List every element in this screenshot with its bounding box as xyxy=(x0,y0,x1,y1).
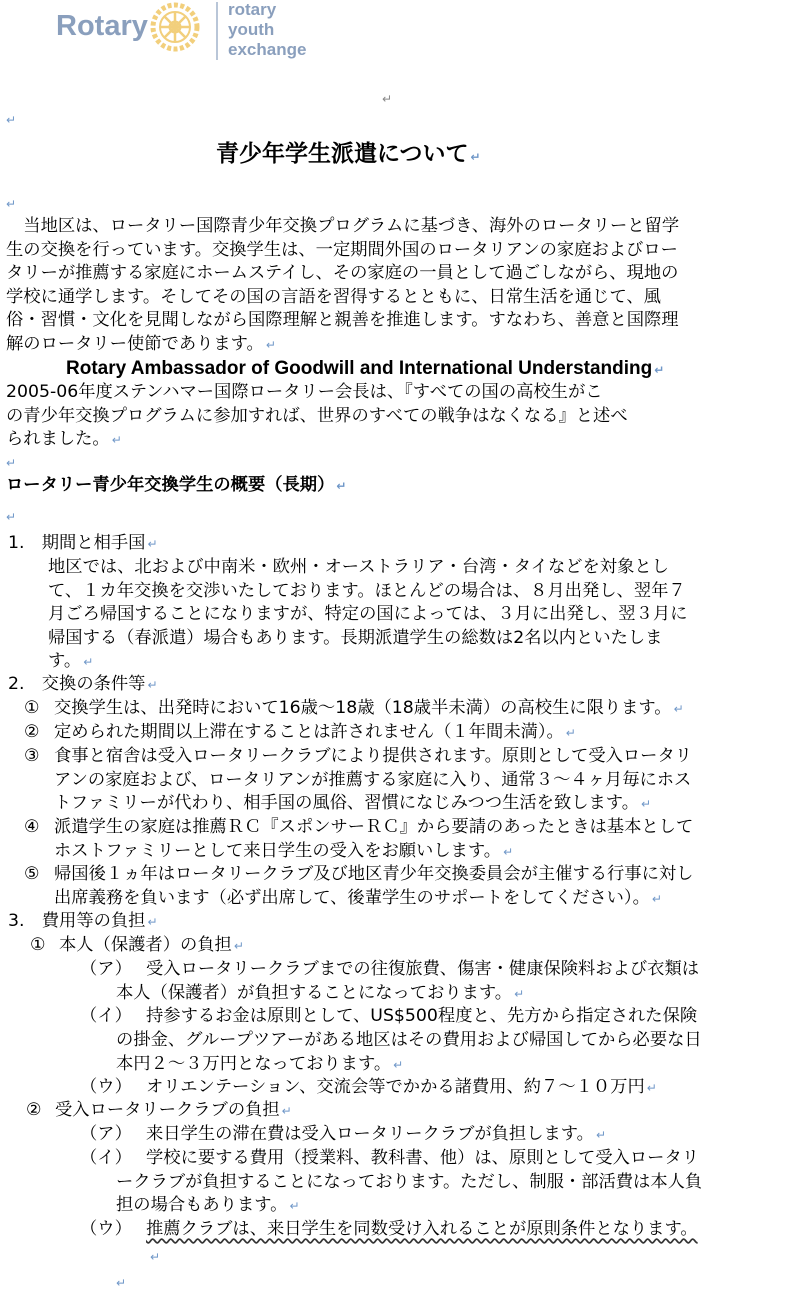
page-title: 青少年学生派遣について ↵ xyxy=(216,141,481,167)
cost-item-label: （ウ） xyxy=(80,1077,132,1097)
cost-item-label: （ア） xyxy=(80,1124,132,1144)
section-1-line: て、１カ年交換を交渉いたしております。ほとんどの場合は、８月出発し、翌年７ xyxy=(48,580,686,601)
cost-group-2-heading: ② 受入ロータリークラブの負担 ↵ xyxy=(26,1100,292,1120)
header-return-mark: ↵ xyxy=(382,92,393,106)
quote-line: 2005-06年度ステンハマー国際ロータリー会長は、『すべての国の高校生がこ xyxy=(6,382,603,402)
rotary-wheel-icon xyxy=(150,2,200,52)
section-1-body xyxy=(48,556,806,675)
condition-number: ① xyxy=(24,698,40,718)
section-1-line: 帰国する（春派遣）場合もあります。長期派遣学生の総数は2名以内といたしま xyxy=(48,627,663,648)
condition-item-1: 交換学生は、出発時において16歳～18歳（18歳半未満）の高校生に限ります。 ↵ xyxy=(54,698,684,718)
cost-item-line-underlined: 推薦クラブは、来日学生を同数受け入れることが原則条件となります。 xyxy=(146,1219,698,1239)
condition-number: ② xyxy=(24,722,40,742)
cost-item-label: （イ） xyxy=(80,1148,132,1168)
cost-item-line: 担の場合もあります。 ↵ xyxy=(116,1195,300,1215)
intro-line: 当地区は、ロータリー国際青少年交換プログラムに基づき、海外のロータリーと留学 xyxy=(6,216,680,236)
empty-paragraph-mark: ↵ xyxy=(6,510,17,524)
rotary-logo xyxy=(0,0,330,62)
overview-heading: ロータリー青少年交換学生の概要（長期） ↵ xyxy=(6,475,347,495)
section-2-heading: 2. 交換の条件等 ↵ xyxy=(8,674,158,694)
cost-item-line: の掛金、グループツアーがある地区はその費用および帰国してから必要な日 xyxy=(116,1030,702,1050)
quote-line: の青少年交換プログラムに参加すれば、世界のすべての戦争はなくなる』と述べ xyxy=(6,405,628,426)
cost-item-line: 学校に要する費用（授業料、教科書、他）は、原則として受入ロータリ xyxy=(146,1148,700,1168)
section-1-line: 月ごろ帰国することになりますが、特定の国によっては、３月に出発し、翌３月に xyxy=(48,604,688,625)
condition-number: ⑤ xyxy=(24,864,40,884)
condition-item-4: 派遣学生の家庭は推薦ＲＣ『スポンサーＲＣ』から要請のあったときは基本として ホストファミリーとして来日学生の受入をお願いします。 ↵ xyxy=(54,817,694,861)
cost-item-line: オリエンテーション、交流会等でかかる諸費用、約７～１０万円 ↵ xyxy=(146,1077,657,1097)
quote-line: られました。 ↵ xyxy=(6,429,122,450)
section-3-heading: 3. 費用等の負担 ↵ xyxy=(8,911,158,931)
logo-sub-line: youth xyxy=(228,20,275,39)
logo-sub-line: exchange xyxy=(228,40,307,59)
empty-paragraph-mark: ↵ xyxy=(6,197,17,211)
section-1-line: 地区では、北および中南米・欧州・オーストラリア・台湾・タイなどを対象とし xyxy=(48,557,669,577)
logo-divider xyxy=(216,2,218,60)
ambassador-motto: Rotary Ambassador of Goodwill and International Understanding ↵ xyxy=(66,358,665,379)
intro-line: 俗・習慣・文化を見聞しながら国際理解と親善を推進します。すなわち、善意と国際理 xyxy=(6,310,679,331)
condition-number: ④ xyxy=(24,817,40,837)
logo-wordmark: Rotary xyxy=(56,10,148,42)
cost-group-1-heading: ① 本人（保護者）の負担 ↵ xyxy=(30,935,244,955)
logo-subtitle xyxy=(228,0,306,60)
cost-item-line: 来日学生の滞在費は受入ロータリークラブが負担します。 ↵ xyxy=(146,1124,606,1144)
intro-paragraph xyxy=(6,215,806,358)
empty-paragraph-mark: ↵ xyxy=(6,456,17,470)
cost-item-line: ークラブが負担することになっております。ただし、制服・部活費は本人負 xyxy=(116,1172,703,1192)
empty-paragraph-mark: ↵ xyxy=(116,1276,127,1290)
intro-line: 学校に通学します。そしてその国の言語を習得するとともに、日常生活を通じて、風 xyxy=(6,286,661,307)
cost-item-line: 本人（保護者）が負担することになっております。 ↵ xyxy=(116,983,525,1003)
empty-paragraph-mark: ↵ xyxy=(150,1250,161,1264)
condition-item-2: 定められた期間以上滞在することは許されません（１年間未満）。 ↵ xyxy=(54,722,576,742)
section-1-heading: 1. 期間と相手国 ↵ xyxy=(8,533,158,553)
empty-paragraph-mark: ↵ xyxy=(6,113,17,127)
quote-paragraph xyxy=(6,381,806,453)
intro-line: タリーが推薦する家庭にホームステイし、その家庭の一員として過ごしながら、現地の xyxy=(6,263,679,284)
logo-sub-line: rotary xyxy=(228,0,277,19)
cost-item-line: 受入ロータリークラブまでの往復旅費、傷害・健康保険料および衣類は xyxy=(146,959,700,979)
condition-item-5: 帰国後１ヵ年はロータリークラブ及び地区青少年交換委員会が主催する行事に対し 出席義務を負います（必ず出席して、後輩学生のサポートをしてください）。 ↵ xyxy=(54,864,694,908)
section-1-line: す。 ↵ xyxy=(48,651,94,672)
cost-item-label: （ウ） xyxy=(80,1219,132,1239)
cost-item-line: 本円２～３万円となっております。 ↵ xyxy=(116,1054,404,1074)
cost-item-label: （イ） xyxy=(80,1006,132,1026)
cost-item-line: 持参するお金は原則として、US$500程度と、先方から指定された保険 xyxy=(146,1006,698,1026)
intro-line: 生の交換を行っています。交換学生は、一定期間外国のロータリアンの家庭およびロー xyxy=(6,239,678,260)
condition-item-3: 食事と宿舎は受入ロータリークラブにより提供されます。原則として受入ロータリ アンの家庭および、ロータリアンが推薦する家庭に入り、通常３～４ヶ月毎にホス トファミリーが代わり、相手国の風俗、習慣になじみつつ生活を致します。 ↵ xyxy=(54,746,693,814)
cost-item-label: （ア） xyxy=(80,959,132,979)
intro-line: 解のロータリー使節であります。 ↵ xyxy=(6,333,276,354)
condition-number: ③ xyxy=(24,746,40,766)
